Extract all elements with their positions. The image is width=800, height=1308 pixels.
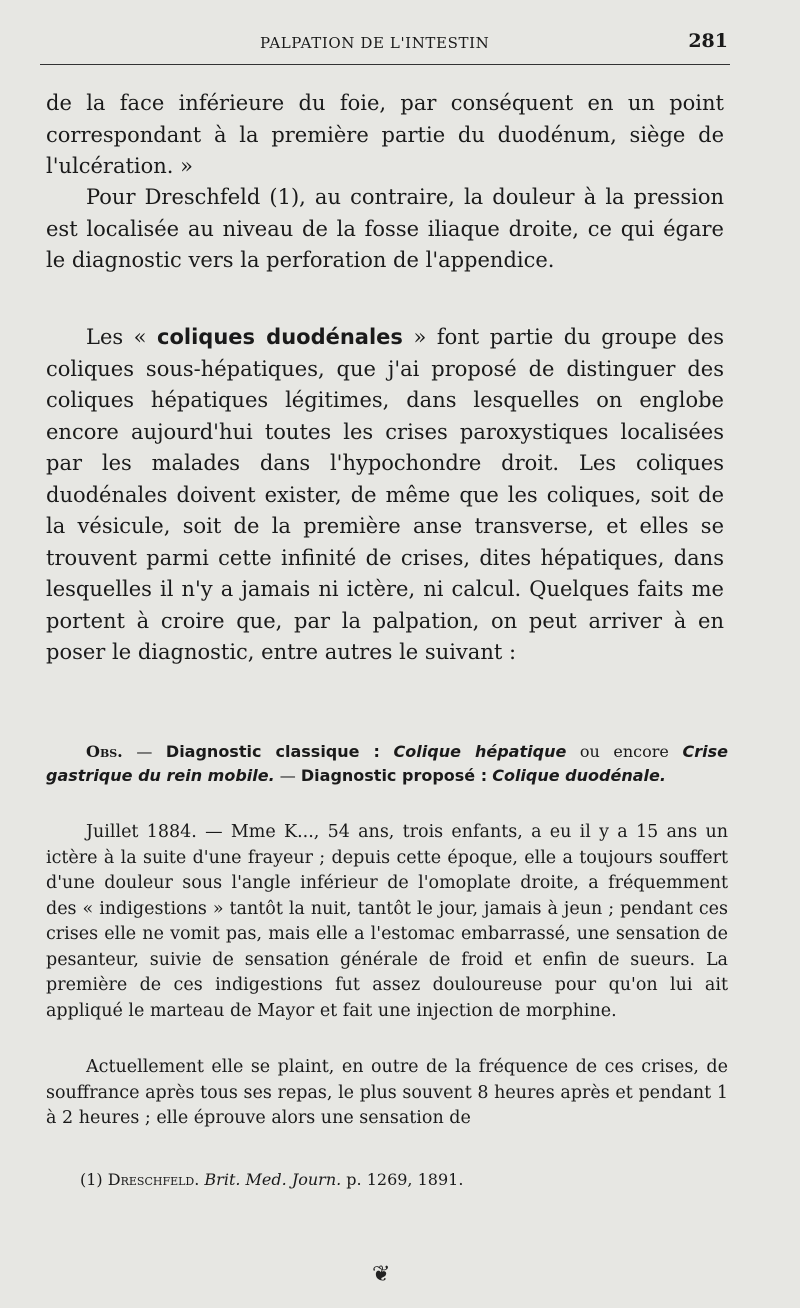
paragraph-text: Pour Dreschfeld (1), au contraire, la douleur à la pression est localisée au niveau de la fosse iliaque droite, ce qui égare le diagnostic vers la perforation de l'appendice. — [46, 185, 724, 272]
printer-ornament-icon: ❦ — [372, 1262, 391, 1287]
obs-label: Obs. — [86, 742, 123, 761]
proposed-diagnosis-label: Diagnostic proposé : — [300, 766, 488, 785]
case-report-paragraph — [46, 1055, 728, 1132]
running-title: PALPATION DE L'INTESTIN — [260, 34, 490, 52]
observation-heading — [46, 740, 728, 788]
paragraph-text — [46, 322, 724, 669]
footnote-source: Brit. Med. Journ. — [204, 1170, 342, 1189]
paragraph-body: » font partie du groupe des coliques sous-hépatiques, que j'ai proposé de distinguer des coliques hépatiques légitimes, dans lesquelles on englobe encore aujourd'hui toutes les crises paroxystiques localisées par les malades dans l'hypochondre droit. Les coliques duodénales doivent exister, de même que les coliques, soit de la vésicule, soit de la première anse transverse, et elles se trouvent parmi cette infinité de crises, dites hépatiques, dans lesquelles il n'y a jamais ni ictère, ni calcul. Quelques faits me portent à croire que, par la palpation, on peut arriver à en poser le diagnostic, entre autres le suivant : — [46, 325, 724, 664]
classic-diagnosis-label: Diagnostic classique : — [165, 742, 380, 761]
footnote — [80, 1170, 463, 1189]
page-number: 281 — [688, 30, 728, 52]
key-term: coliques duodénales — [157, 325, 403, 349]
paragraph-text: de la face inférieure du foie, par conséquent en un point correspondant à la première partie du duodénum, siège de l'ulcération. » — [46, 91, 724, 178]
paragraph-text: Juillet 1884. — Mme K..., 54 ans, trois enfants, a eu il y a 15 ans un ictère à la suite d'une frayeur ; depuis cette époque, elle a toujours souffert d'une douleur sous l'angle inférieur de l'omoplate droite, a fréquemment des « indigestions » tantôt la nuit, tantôt le jour, jamais à jeun ; pendant ces crises elle ne vomit pas, mais elle a l'estomac embarrassé, une sensation de pesanteur, suivie de sensation générale de froid et enfin de sueurs. La première de ces indigestions fut assez douloureuse pour qu'on lui ait appliqué le marteau de Mayor et fait une injection de morphine. — [46, 822, 728, 1021]
paragraph-dreschfeld — [46, 182, 724, 277]
classic-diagnosis-value: Colique hépatique — [393, 742, 567, 761]
footnote-marker: (1) — [80, 1170, 103, 1189]
paragraph-continuation — [46, 88, 724, 183]
footnote-pages: p. 1269, 1891. — [346, 1170, 464, 1189]
alternate-diagnosis-value: Crise gastrique du rein mobile. — [46, 742, 728, 785]
obs-dash: — — [279, 766, 296, 785]
paragraph-coliques-duodenales — [46, 322, 724, 669]
proposed-diagnosis-value: Colique duodénale. — [492, 766, 666, 785]
paragraph-text: Actuellement elle se plaint, en outre de la fréquence de ces crises, de souffrance après tous ses repas, le plus souvent 8 heures après et pendant 1 à 2 heures ; elle éprouve alors une sensation de — [46, 1057, 728, 1128]
obs-connector: ou encore — [579, 742, 669, 761]
case-report-paragraph — [46, 820, 728, 1024]
footnote-author: Dreschfeld. — [107, 1170, 200, 1189]
obs-dash: — — [136, 742, 153, 761]
paragraph-open-quote: Les « — [86, 325, 147, 349]
running-header — [40, 28, 730, 65]
